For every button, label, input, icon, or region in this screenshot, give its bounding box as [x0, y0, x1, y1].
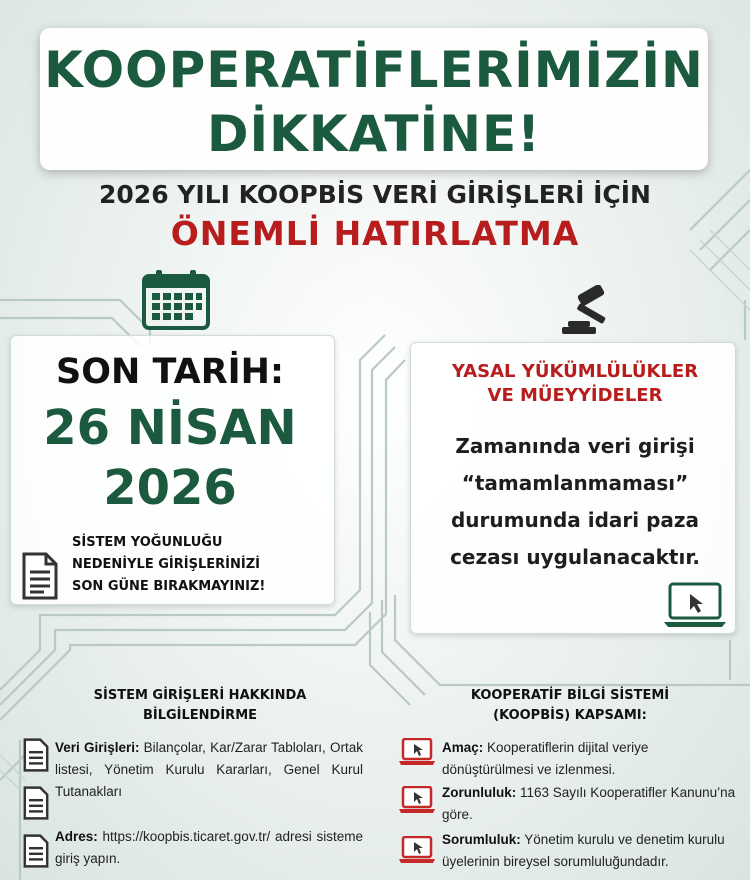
right-item-label: Amaç: [442, 740, 484, 755]
laptop-icon [398, 836, 436, 864]
left-item-label: Adres: [55, 829, 98, 844]
legal-body [425, 428, 725, 576]
right-item-purpose [442, 737, 742, 781]
left-column-title-line-1: SİSTEM GİRİŞLERİ HAKKINDA [93, 688, 307, 703]
deadline-label: SON TARİH: [56, 352, 284, 392]
left-item-label: Veri Girişleri: [55, 740, 140, 755]
right-item-responsibility [442, 829, 746, 873]
headline-card [40, 28, 708, 170]
legal-body-line: durumunda idari paza [450, 508, 700, 532]
left-item-text: https://koopbis.ticaret.gov.tr/ adresi sisteme giriş yapın. [55, 829, 363, 866]
gavel-icon [560, 285, 624, 339]
alert-heading: ÖNEMLİ HATIRLATMA [170, 214, 580, 253]
headline-line-2: DİKKATİNE! [207, 105, 541, 163]
laptop-icon [398, 786, 436, 814]
legal-title-line-1: YASAL YÜKÜMLÜLÜKLER [451, 361, 699, 382]
deadline-note-line: SON GÜNE BIRAKMAYINIZ! [72, 579, 266, 594]
legal-body-line: Zamanında veri girişi [455, 434, 695, 458]
headline-line-1: KOOPERATİFLERİMİZİN [44, 41, 704, 99]
left-column-title-line-2: BİLGİLENDİRME [142, 708, 258, 723]
deadline-date-line-1: 26 NİSAN [43, 400, 297, 456]
right-item-text: Yönetim kurulu ve denetim kurulu üyelerinin bireysel sorumluluğundadır. [442, 832, 725, 869]
right-item-label: Sorumluluk: [442, 832, 521, 847]
left-item-address [55, 826, 363, 870]
laptop-icon [662, 582, 728, 628]
left-item-text: Bilançolar, Kar/Zarar Tabloları, Ortak listesi, Yönetim Kurulu Kararları, Genel Kurul Tutanakları [55, 740, 363, 799]
laptop-icon [398, 738, 436, 766]
document-icon [22, 834, 50, 868]
deadline-date-line-2: 2026 [103, 460, 237, 516]
right-item-text: Kooperatiflerin dijital veriye dönüştürülmesi ve izlenmesi. [442, 740, 649, 777]
legal-body-line: “tamamlanmaması” [461, 471, 689, 495]
left-column-title [50, 686, 350, 726]
right-item-label: Zorunluluk: [442, 785, 517, 800]
right-item-obligation [442, 782, 742, 826]
document-icon [22, 786, 50, 820]
legal-title [410, 360, 740, 408]
document-icon [20, 552, 60, 600]
right-column-title-line-1: KOOPERATİF BİLGİ SİSTEMİ [470, 688, 670, 703]
deadline-note-line: SİSTEM YOĞUNLUĞU [72, 535, 223, 550]
left-item-data-entries [55, 737, 363, 803]
legal-body-line: cezası uygulanacaktır. [450, 545, 700, 569]
deadline-note-line: NEDENİYLE GİRİŞLERİNİZİ [72, 557, 260, 572]
right-column-title [420, 686, 720, 726]
subtitle: 2026 YILI KOOPBİS VERİ GİRİŞLERİ İÇİN [99, 180, 651, 209]
right-item-text: 1163 Sayılı Kooperatifler Kanunu’na göre. [442, 785, 736, 822]
deadline-note [72, 532, 332, 598]
calendar-icon [140, 268, 212, 332]
legal-title-line-2: VE MÜEYYİDELER [487, 385, 663, 406]
right-column-title-line-2: (KOOPBİS) KAPSAMI: [493, 708, 647, 723]
deadline-date [0, 398, 340, 518]
document-icon [22, 738, 50, 772]
